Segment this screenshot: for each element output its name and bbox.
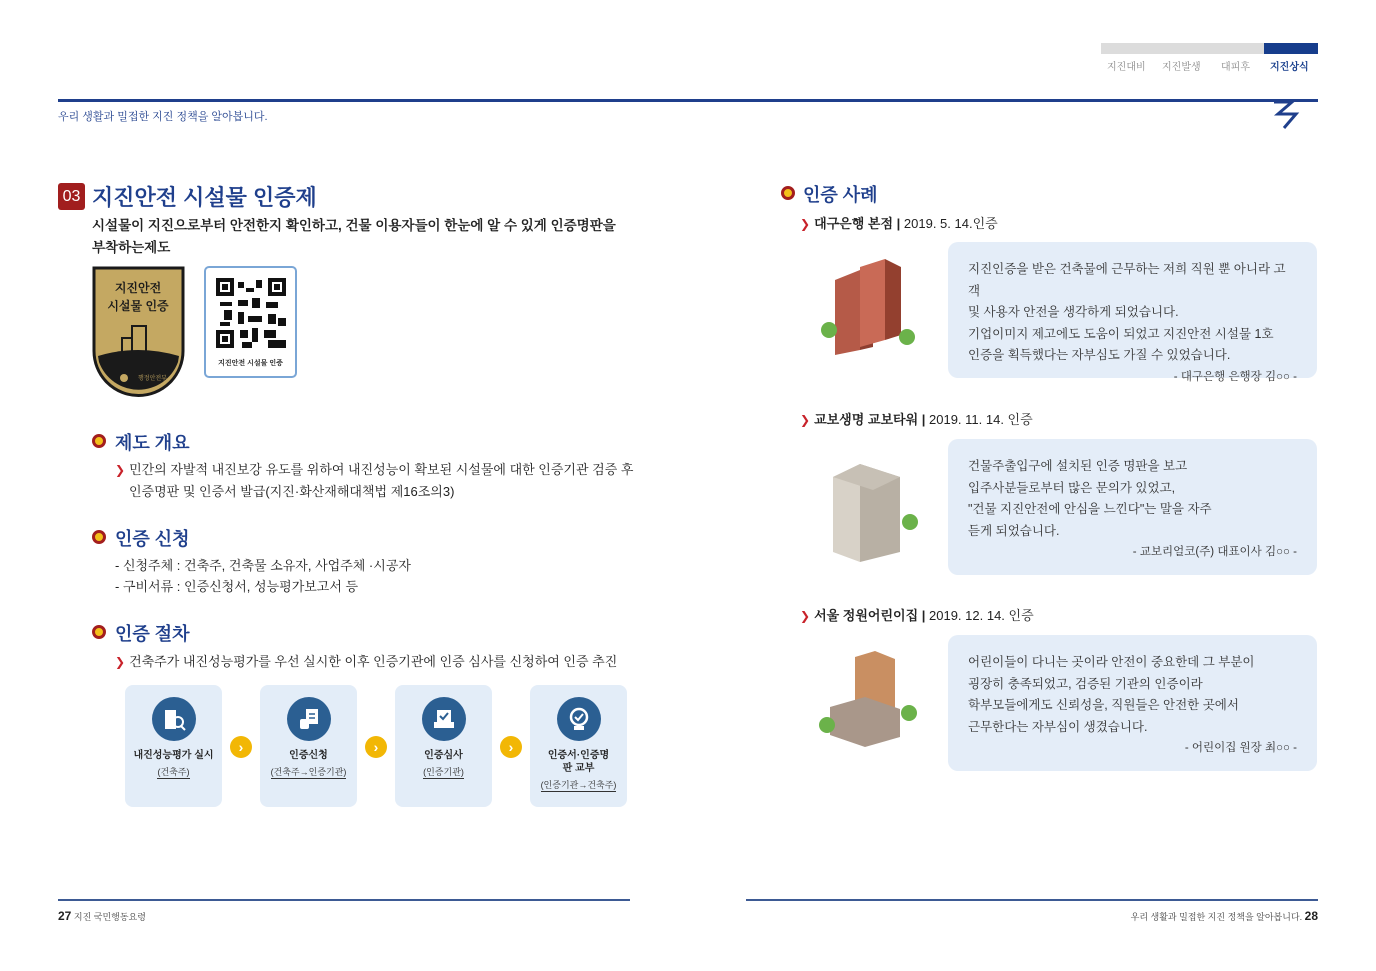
shield-org-text: 행정안전부 <box>138 376 167 382</box>
procedure-line: 건축주가 내진성능평가를 우선 실시한 이후 인증기관에 인증 심사를 신청하여 인증 추진 <box>129 654 618 669</box>
footer-text: 지진 국민행동요령 <box>73 912 146 922</box>
shield-text-1: 지진안전 <box>114 281 162 295</box>
arrow-bullet-icon: ❯ <box>115 655 126 669</box>
inbox-check-icon <box>422 697 466 741</box>
building-search-icon <box>152 697 196 741</box>
step-label: 인증심사 <box>424 750 463 761</box>
step-actor: (인증기관) <box>423 767 464 777</box>
section-bullet-icon <box>92 434 106 448</box>
overview-text <box>115 459 633 502</box>
chevron-right-icon: › <box>365 736 387 758</box>
case-header: ❯ 서울 정원어린이집 | 2019. 12. 14. 인증 <box>800 608 1034 623</box>
page-title: 지진안전 시설물 인증제 <box>92 185 317 210</box>
application-line: - 신청주체 : 건축주, 건축물 소유자, 사업주체 ·시공자 <box>115 558 411 573</box>
chevron-right-icon: › <box>230 736 252 758</box>
bank-building-illustration <box>815 255 920 365</box>
footer-right <box>1131 909 1318 923</box>
page-number: 27 <box>58 909 72 923</box>
nav-tab-prepare[interactable]: 지진대비 <box>1107 62 1146 73</box>
footer-divider <box>746 899 1318 901</box>
testimonial-signature: - 어린이집 원장 최○○ - <box>1184 742 1297 754</box>
nav-tab-knowledge[interactable]: 지진상식 <box>1270 62 1309 73</box>
qr-caption: 지진안전 시설물 인증 <box>218 360 283 367</box>
step-actor: (인증기관→건축주) <box>540 780 617 790</box>
section-bullet-icon <box>92 625 106 639</box>
section-number-badge: 03 <box>58 183 85 210</box>
daycare-building-illustration <box>815 647 920 757</box>
nav-tab-after[interactable]: 대피후 <box>1221 62 1250 73</box>
tower-building-illustration <box>815 452 920 567</box>
arrow-bullet-icon: ❯ <box>115 463 126 477</box>
step-label: 내진성능평가 실시 <box>133 750 214 761</box>
qr-code-icon <box>216 278 286 348</box>
step-actor: (건축주) <box>157 767 190 777</box>
section-heading-cases: 인증 사례 <box>803 185 878 205</box>
section-bullet-icon <box>781 186 795 200</box>
overview-line: 인증명판 및 인증서 발급(지진·화산재해대책법 제16조의3) <box>129 484 455 499</box>
document-hand-icon <box>287 697 331 741</box>
page-number: 28 <box>1304 909 1318 923</box>
process-step <box>260 685 357 807</box>
section-heading-procedure: 인증 절차 <box>115 624 190 644</box>
process-step <box>395 685 492 807</box>
procedure-text <box>115 651 617 673</box>
qr-code-card[interactable] <box>204 266 297 378</box>
case-header: ❯ 교보생명 교보타워 | 2019. 11. 14. 인증 <box>800 412 1033 427</box>
application-line: - 구비서류 : 인증신청서, 성능평가보고서 등 <box>115 579 359 594</box>
nav-tab-occurrence[interactable]: 지진발생 <box>1162 62 1201 73</box>
testimonial-box: 어린이들이 다니는 곳이라 안전이 중요한데 그 부분이 굉장히 충족되었고, 검증된 기관의 인증이라 학부모들에게도 신뢰성을, 직원들은 안전한 곳에서 근무한다는 자부심이 생겼습니다. - 어린이집 원장 최○○ - <box>948 635 1317 771</box>
testimonial-box: 건물주출입구에 설치된 인증 명판을 보고 입주사분들로부터 많은 문의가 있었고, "건물 지진안전에 안심을 느낀다"는 말을 자주 듣게 되었습니다. - 교보리얼코(주) 대표이사 김○○ - <box>948 439 1317 575</box>
award-badge-icon <box>557 697 601 741</box>
overview-line: 민간의 자발적 내진보강 유도를 위하여 내진성능이 확보된 시설물에 대한 인증기관 검증 후 <box>129 462 634 477</box>
testimonial-signature: - 대구은행 은행장 김○○ - <box>1173 370 1297 383</box>
section-heading-overview: 제도 개요 <box>115 433 190 453</box>
process-step <box>530 685 627 807</box>
shield-text-2: 시설물 인증 <box>107 299 169 313</box>
certification-shield-logo <box>92 266 185 399</box>
step-label: 인증신청 <box>289 750 328 761</box>
footer-left <box>58 909 146 923</box>
testimonial-box: 지진인증을 받은 건축물에 근무하는 저희 직원 뿐 아니라 고객 및 사용자 안전을 생각하게 되었습니다. 기업이미지 제고에도 도움이 되었고 지진안전 시설물 1호 인증을 획득했다는 자부심도 가질 수 있었습니다. - 대구은행 은행장 김○○ - <box>948 242 1317 378</box>
footer-divider <box>58 899 630 901</box>
step-actor: (건축주→인증기관) <box>270 767 347 777</box>
chevron-right-icon: › <box>500 736 522 758</box>
lightning-icon <box>1270 98 1302 132</box>
footer-text: 우리 생활과 밀접한 지진 정책을 알아봅니다. <box>1130 912 1303 922</box>
application-text <box>115 555 411 597</box>
section-progress-bar <box>1101 43 1318 54</box>
page-description: 시설물이 지진으로부터 안전한지 확인하고, 건물 이용자들이 한눈에 알 수 있게 인증명판을 부착하는제도 <box>92 218 616 255</box>
header-tagline: 우리 생활과 밀접한 지진 정책을 알아봅니다. <box>58 111 268 123</box>
section-bullet-icon <box>92 530 106 544</box>
testimonial-signature: - 교보리얼코(주) 대표이사 김○○ - <box>1132 546 1297 558</box>
process-step <box>125 685 222 807</box>
case-header: ❯ 대구은행 본점 | 2019. 5. 14.인증 <box>800 216 998 231</box>
header-divider <box>58 99 1318 102</box>
step-label: 인증서·인증명판 교부 <box>547 750 610 774</box>
section-heading-application: 인증 신청 <box>115 529 190 549</box>
